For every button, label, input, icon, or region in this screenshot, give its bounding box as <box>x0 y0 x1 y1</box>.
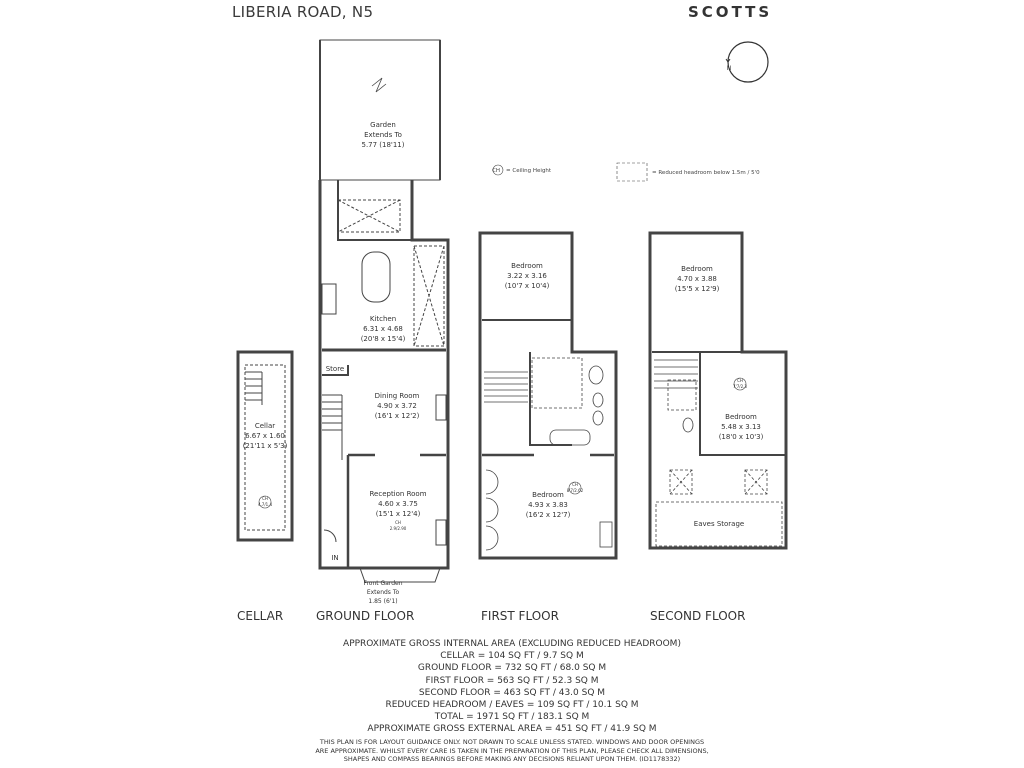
dining-room-dimension: 4.90 x 3.72 <box>377 402 417 410</box>
second-floor-rear-bedroom-dimension: 4.70 x 3.88 <box>677 275 717 283</box>
second-floor-ch-value: 7'7/2.3 <box>733 384 747 389</box>
compass-icon <box>726 42 768 82</box>
brand-logo: SCOTTS <box>688 3 773 21</box>
reception-room-label: Reception Room <box>369 490 427 498</box>
reduced-headroom-legend-label: = Reduced headroom below 1.5m / 5'0 <box>652 170 760 176</box>
cellar-room-label: Cellar <box>254 422 276 430</box>
reception-room-dimension: 4.60 x 3.75 <box>378 500 418 508</box>
ch-legend-label: = Ceiling Height <box>506 168 552 174</box>
area-line-ground: GROUND FLOOR = 732 SQ FT / 68.0 SQ M <box>417 663 607 674</box>
area-heading: APPROXIMATE GROSS INTERNAL AREA (EXCLUDING REDUCED HEADROOM) <box>343 639 681 649</box>
first-floor-front-bedroom-dimension: 4.93 x 3.83 <box>528 501 568 509</box>
ground-floor-label: GROUND FLOOR <box>316 609 415 623</box>
kitchen-label: Kitchen <box>369 315 397 323</box>
cellar-floor-label: CELLAR <box>237 609 284 623</box>
disclaimer-line: THIS PLAN IS FOR LAYOUT GUIDANCE ONLY. NOT DRAWN TO SCALE UNLESS STATED. WINDOWS AND DOOR OPENINGS <box>319 738 705 746</box>
area-line-total: TOTAL = 1971 SQ FT / 183.1 SQ M <box>434 712 590 723</box>
dining-room-label: Dining Room <box>374 392 420 400</box>
cellar-ch-value: 4.7/1.4 <box>257 502 273 507</box>
compass-north-letter: N <box>726 65 732 72</box>
front-garden-dimension: 1.85 (6'1) <box>368 598 398 605</box>
area-line-external: APPROXIMATE GROSS EXTERNAL AREA = 451 SQ FT / 41.9 SQ M <box>367 724 657 735</box>
property-title: LIBERIA ROAD, N5 <box>232 3 374 21</box>
first-floor-label: FIRST FLOOR <box>481 609 559 623</box>
disclaimer-line: ARE APPROXIMATE. WHILST EVERY CARE IS TAKEN IN THE PREPARATION OF THIS PLAN, PLEASE CHECK ALL DIMENSIONS, <box>315 746 709 755</box>
first-floor-front-bedroom-dimension-imperial: (16'2 x 12'7) <box>525 511 571 519</box>
second-floor-rear-bedroom-dimension-imperial: (15'5 x 12'9) <box>674 285 720 293</box>
first-floor-rear-bedroom-dimension: 3.22 x 3.16 <box>507 272 547 280</box>
first-floor-rear-bedroom-label: Bedroom <box>511 262 543 270</box>
reception-ch-value: 2.9/2.90 <box>389 526 407 531</box>
area-line-second: SECOND FLOOR = 463 SQ FT / 43.0 SQ M <box>418 687 606 698</box>
second-floor-ch-badge: CH <box>737 378 743 383</box>
kitchen-dimension: 6.31 x 4.68 <box>363 325 403 333</box>
store-label: Store <box>325 365 345 373</box>
cellar-room-dimension: 6.67 x 1.60 <box>245 432 285 440</box>
dining-room-dimension-imperial: (16'1 x 12'2) <box>374 412 420 420</box>
front-garden-label: Front Garden <box>363 580 403 587</box>
eaves-storage-label: Eaves Storage <box>693 520 745 528</box>
reception-room-dimension-imperial: (15'1 x 12'4) <box>375 510 421 518</box>
garden-label: Garden <box>370 121 396 129</box>
area-summary <box>0 638 1024 736</box>
garden-area <box>320 40 440 180</box>
disclaimer-line: SHAPES AND COMPASS BEARINGS BEFORE MAKING ANY DECISIONS RELIANT UPON THEM. (ID1178332) <box>343 755 681 764</box>
reduced-headroom-legend-icon <box>617 163 647 181</box>
kitchen-dimension-imperial: (20'8 x 15'4) <box>360 335 406 343</box>
area-line-cellar: CELLAR = 104 SQ FT / 9.7 SQ M <box>440 651 584 662</box>
reception-ch-badge: CH <box>395 520 401 525</box>
ch-legend-badge: CH <box>492 168 500 174</box>
cellar-room-dimension-imperial: (21'11 x 5'3) <box>242 442 288 450</box>
front-garden-extends-label: Extends To <box>366 589 400 596</box>
first-floor-ch-value: 8'7/2.62 <box>566 488 584 493</box>
garden-dimension: 5.77 (18'11) <box>361 141 405 149</box>
disclaimer <box>0 738 1024 764</box>
cellar-ch-badge: CH <box>262 496 268 501</box>
entrance-label: IN <box>331 554 339 562</box>
first-floor-front-bedroom-label: Bedroom <box>532 491 564 499</box>
garden-extends-label: Extends To <box>364 131 402 139</box>
second-floor-plan <box>650 233 786 548</box>
second-floor-front-bedroom-dimension-imperial: (18'0 x 10'3) <box>718 433 764 441</box>
second-floor-front-bedroom-dimension: 5.48 x 3.13 <box>721 423 761 431</box>
second-floor-front-bedroom-label: Bedroom <box>725 413 757 421</box>
second-floor-rear-bedroom-label: Bedroom <box>681 265 713 273</box>
area-line-first: FIRST FLOOR = 563 SQ FT / 52.3 SQ M <box>425 675 599 686</box>
second-floor-label: SECOND FLOOR <box>650 609 746 623</box>
first-floor-rear-bedroom-dimension-imperial: (10'7 x 10'4) <box>504 282 550 290</box>
first-floor-ch-badge: CH <box>572 482 578 487</box>
area-line-reduced-headroom: REDUCED HEADROOM / EAVES = 109 SQ FT / 10.1 SQ M <box>385 700 639 711</box>
